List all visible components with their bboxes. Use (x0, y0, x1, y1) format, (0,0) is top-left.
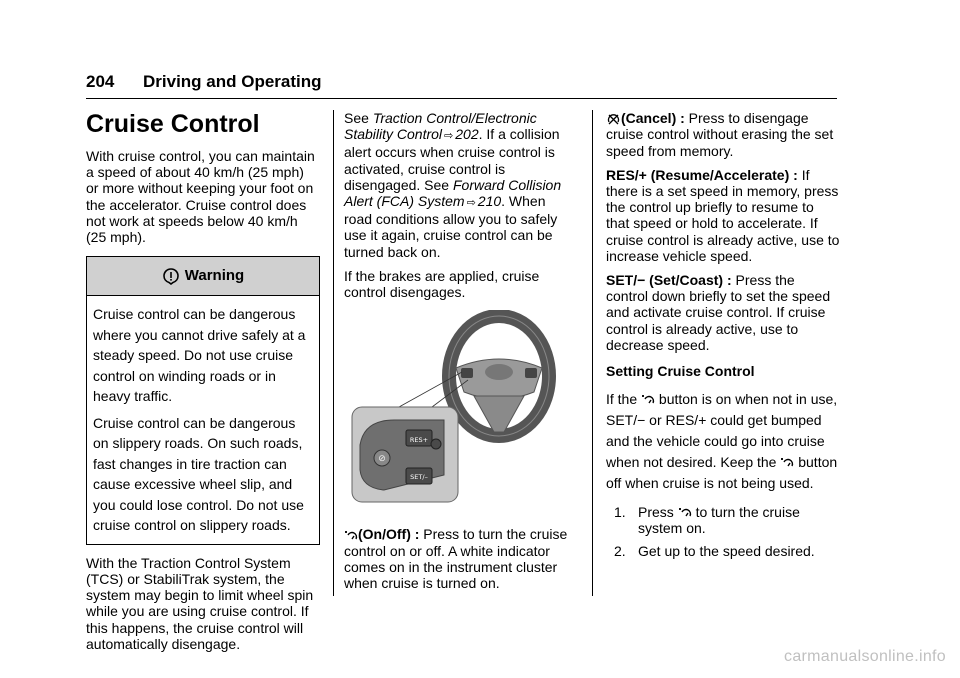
set-paragraph (606, 272, 840, 353)
step-text-pre: Press (638, 504, 678, 521)
warning-box (86, 256, 320, 545)
list-item (606, 543, 840, 559)
warning-label: Warning (184, 267, 245, 285)
column-2 (344, 110, 576, 591)
cruise-icon (780, 456, 794, 470)
set-label: SET/− (Set/Coast) : (606, 271, 732, 288)
step-text (638, 543, 840, 559)
page-header (86, 70, 836, 98)
warning-header (87, 257, 319, 296)
onoff-label: (On/Off) : (358, 526, 420, 543)
setting-text: button is on when not in use, SET/− or RES/+ could get bumped and the vehicle could go into cruise when not desired. Keep the (606, 391, 838, 471)
cruise-icon (641, 393, 655, 407)
column-divider (333, 110, 334, 596)
cancel-text: Press to disengage cruise control without erasing the set speed from memory. (606, 110, 834, 159)
cruise-icon (678, 506, 692, 520)
step-text-pre: Get up to the speed desired. (638, 542, 815, 559)
xref-traction-control[interactable]: Traction Control/Electronic Stability Control (344, 110, 537, 143)
intro-paragraph: With cruise control, you can maintain a speed of about 40 km/h (25 mph) or more without keeping your foot on the accelerator. Cruise control does not work at speeds below 40 km/h (25 mph). (86, 148, 315, 246)
step-number: 2. (614, 542, 626, 559)
setting-text: button off when cruise is not being used. (606, 454, 838, 492)
step-text-post: to turn the cruise system on. (638, 504, 800, 537)
xref-forward-collision-alert[interactable]: Forward Collision Alert (FCA) System (344, 176, 562, 210)
page-number: 204 (86, 72, 115, 91)
xref-page[interactable]: 210 (477, 193, 502, 210)
cruise-icon (344, 529, 358, 543)
step-number: 1. (614, 504, 626, 521)
steering-wheel-figure (344, 310, 584, 520)
see-text: See (344, 110, 373, 126)
cancel-paragraph (606, 110, 840, 159)
setting-text: If the (606, 391, 642, 408)
reference-text: . When road conditions allow you to safely use it again, cruise control can be turned back on. (344, 193, 558, 260)
cancel-icon (606, 112, 621, 126)
resume-label: RES/+ (Resume/Accelerate) : (606, 166, 798, 183)
warning-body (87, 296, 319, 544)
header-divider (86, 98, 837, 99)
setting-cruise-subheading: Setting Cruise Control (606, 362, 755, 379)
res-button-label: RES+ (409, 436, 429, 445)
onoff-text: Press to turn the cruise control on or off. A white indicator comes on in the instrument cluster when cruise is turned on. (344, 526, 568, 591)
watermark: carmanualsonline.info (784, 648, 946, 665)
list-item (606, 504, 840, 537)
page-title: Cruise Control (86, 110, 260, 138)
step-text (638, 504, 840, 537)
page-ref-icon: ⇨ (466, 197, 476, 210)
page-ref-icon: ⇨ (444, 130, 454, 143)
brakes-paragraph: If the brakes are applied, cruise control disengages. (344, 267, 540, 301)
onoff-paragraph (344, 526, 576, 591)
cancel-label: (Cancel) : (621, 110, 685, 126)
resume-text: If there is a set speed in memory, press the control up briefly to resume to that speed or hold to accelerate. If cruise control is already active, use to increase vehicle speed. (606, 166, 840, 264)
section-title: Driving and Operating (143, 72, 322, 91)
resume-paragraph (606, 167, 840, 264)
reference-paragraph (344, 110, 576, 260)
steering-wheel-illustration (344, 310, 584, 520)
column-divider (592, 110, 593, 596)
svg-text:⊘: ⊘ (378, 454, 386, 465)
set-button-label: SET/– (410, 473, 428, 482)
column-1 (86, 110, 320, 652)
column-3 (606, 110, 840, 559)
traction-paragraph: With the Traction Control System (TCS) or StabiliTrak system, the system may begin to limit wheel spin while you are using cruise control. If this happens, the cruise control will automatically disengage. (86, 554, 314, 652)
warning-paragraph: Cruise control can be dangerous on slippery roads. On such roads, fast changes in tire traction can cause excessive wheel slip, and you could lose control. Do not use cruise control on slippery roads. (93, 414, 304, 534)
reference-text: . If a collision alert occurs when cruise control is activated, cruise control is disengaged. See (344, 126, 560, 193)
warning-icon (162, 267, 180, 285)
warning-paragraph: Cruise control can be dangerous where you cannot drive safely at a steady speed. Do not use cruise control on winding roads or in heavy traffic. (93, 306, 306, 405)
set-text: Press the control down briefly to set the speed and activate cruise control. If cruise control is already active, use to decrease speed. (606, 271, 831, 353)
setting-paragraph (606, 389, 840, 494)
xref-page[interactable]: 202 (455, 126, 479, 143)
